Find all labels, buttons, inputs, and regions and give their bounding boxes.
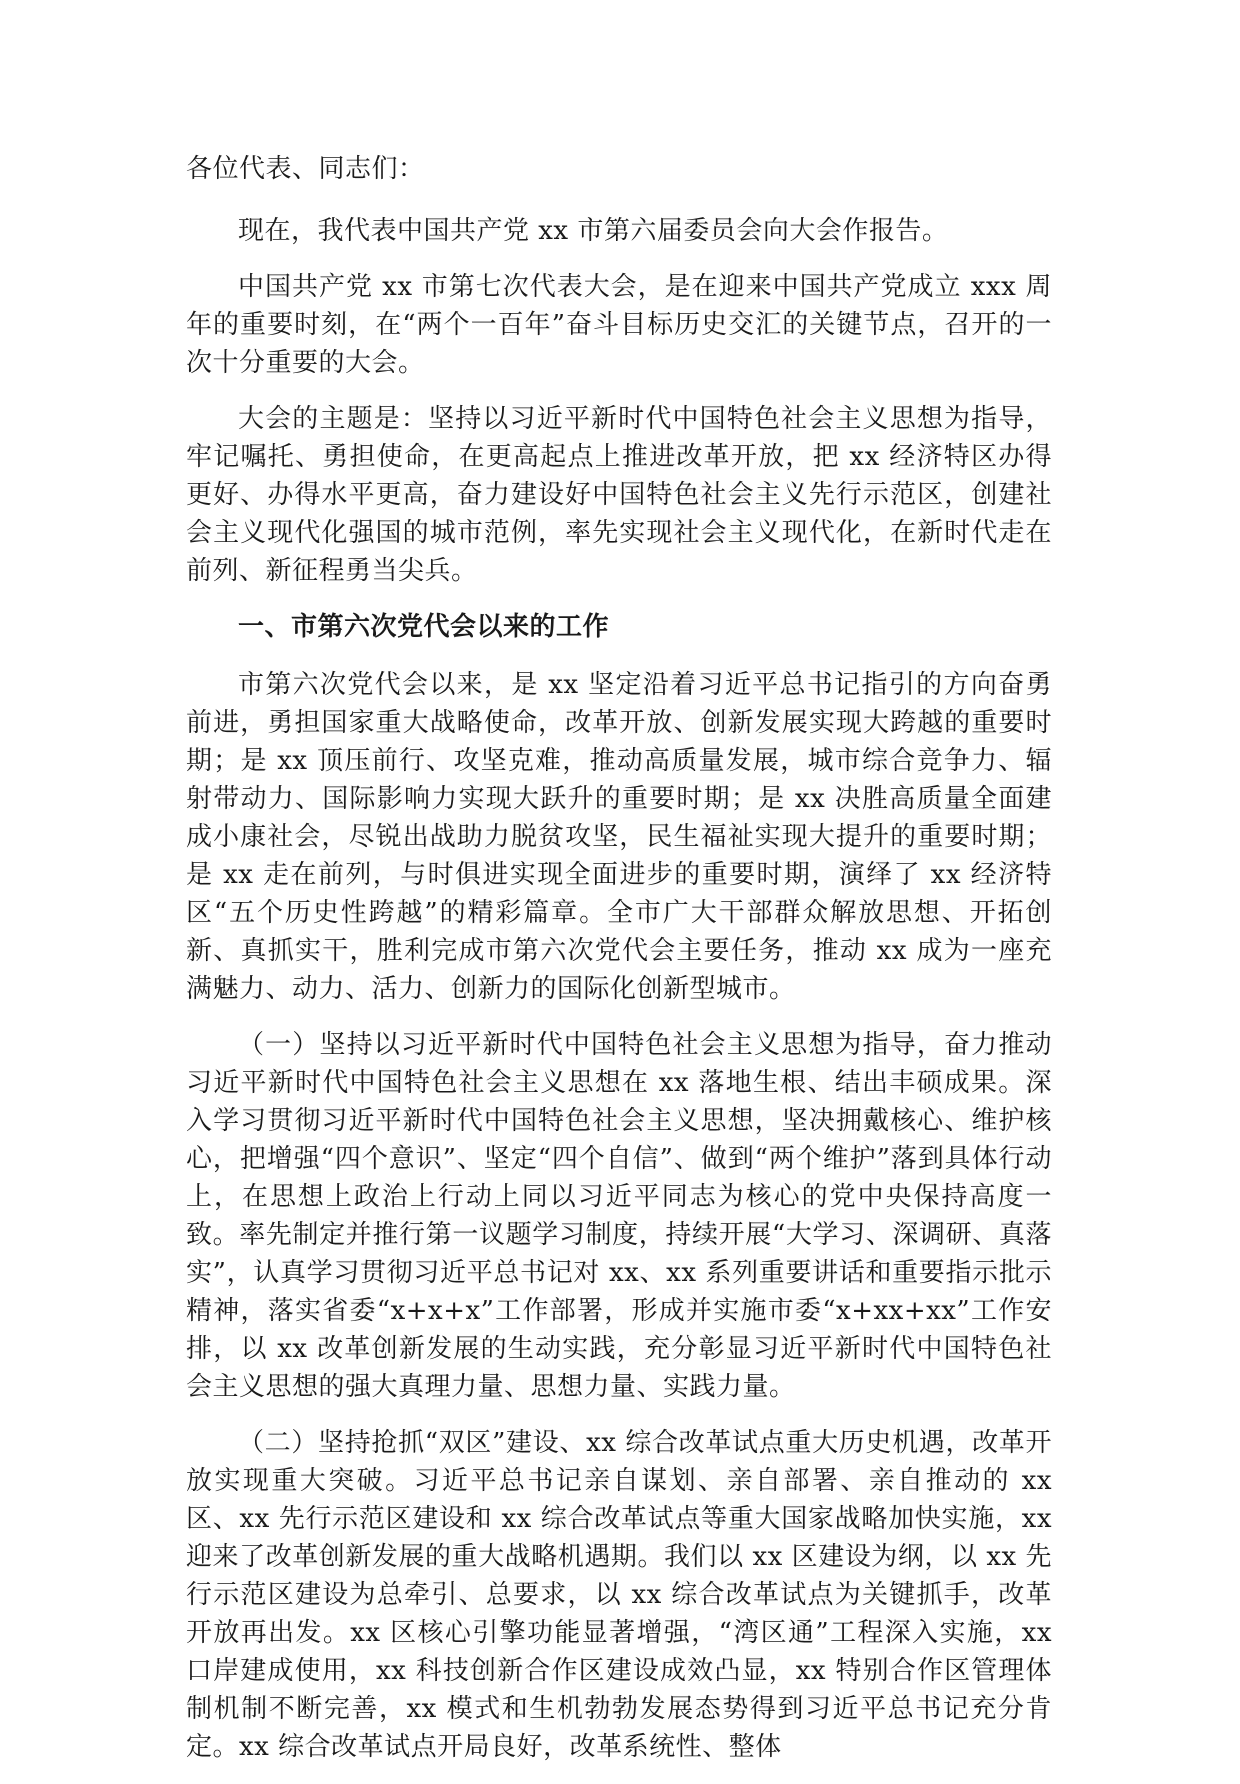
paragraph-intro-2: 中国共产党 xx 市第七次代表大会，是在迎来中国共产党成立 xxx 周年的重要时刻，在“两个一百年”奋斗目标历史交汇的关键节点，召开的一次十分重要的大会。 bbox=[186, 272, 1052, 378]
paragraph-item-1: （一）坚持以习近平新时代中国特色社会主义思想为指导，奋力推动习近平新时代中国特色社会主义思想在 xx 落地生根、结出丰硕成果。深入学习贯彻习近平新时代中国特色社会主义思想，坚决拥戴核心、维护核心，把增强“四个意识”、坚定“四个自信”、做到“两个维护”落到具体行动上，在思想上政治上行动上同以习近平同志为核心的党中央保持高度一致。率先制定并推行第一议题学习制度，持续开展“大学习、深调研、真落实”，认真学习贯彻习近平总书记对 xx、xx 系列重要讲话和重要指示批示精神，落实省委“x+x+x”工作部署，形成并实施市委“x+xx+xx”工作安排，以 xx 改革创新发展的生动实践，充分彰显习近平新时代中国特色社会主义思想的强大真理力量、思想力量、实践力量。 bbox=[186, 1030, 1052, 1402]
section-heading: 一、市第六次党代会以来的工作 bbox=[238, 612, 610, 642]
document-page bbox=[186, 150, 1052, 1784]
paragraph-theme: 大会的主题是：坚持以习近平新时代中国特色社会主义思想为指导，牢记嘱托、勇担使命，在更高起点上推进改革开放，把 xx 经济特区办得更好、办得水平更高，奋力建设好中国特色社会主义先行示范区，创建社会主义现代化强国的城市范例，率先实现社会主义现代化，在新时代走在前列、新征程勇当尖兵。 bbox=[186, 404, 1052, 586]
paragraph-intro-1: 现在，我代表中国共产党 xx 市第六届委员会向大会作报告。 bbox=[238, 216, 949, 246]
paragraph-section-overview: 市第六次党代会以来，是 xx 坚定沿着习近平总书记指引的方向奋勇前进，勇担国家重大战略使命，改革开放、创新发展实现大跨越的重要时期；是 xx 顶压前行、攻坚克难，推动高质量发展，城市综合竞争力、辐射带动力、国际影响力实现大跃升的重要时期；是 xx 决胜高质量全面建成小康社会，尽锐出战助力脱贫攻坚，民生福祉实现大提升的重要时期；是 xx 走在前列，与时俱进实现全面进步的重要时期，演绎了 xx 经济特区“五个历史性跨越”的精彩篇章。全市广大干部群众解放思想、开拓创新、真抓实干，胜利完成市第六次党代会主要任务，推动 xx 成为一座充满魅力、动力、活力、创新力的国际化创新型城市。 bbox=[186, 670, 1052, 1004]
salutation: 各位代表、同志们： bbox=[186, 154, 425, 184]
paragraph-item-2: （二）坚持抢抓“双区”建设、xx 综合改革试点重大历史机遇，改革开放实现重大突破。习近平总书记亲自谋划、亲自部署、亲自推动的 xx 区、xx 先行示范区建设和 xx 综合改革试点等重大国家战略加快实施，xx 迎来了改革创新发展的重大战略机遇期。我们以 xx 区建设为纲，以 xx 先行示范区建设为总牵引、总要求，以 xx 综合改革试点为关键抓手，改革开放再出发。xx 区核心引擎功能显著增强，“湾区通”工程深入实施，xx 口岸建成使用，xx 科技创新合作区建设成效凸显，xx 特别合作区管理体制机制不断完善，xx 模式和生机勃勃发展态势得到习近平总书记充分肯定。xx 综合改革试点开局良好，改革系统性、整体 bbox=[186, 1428, 1052, 1762]
